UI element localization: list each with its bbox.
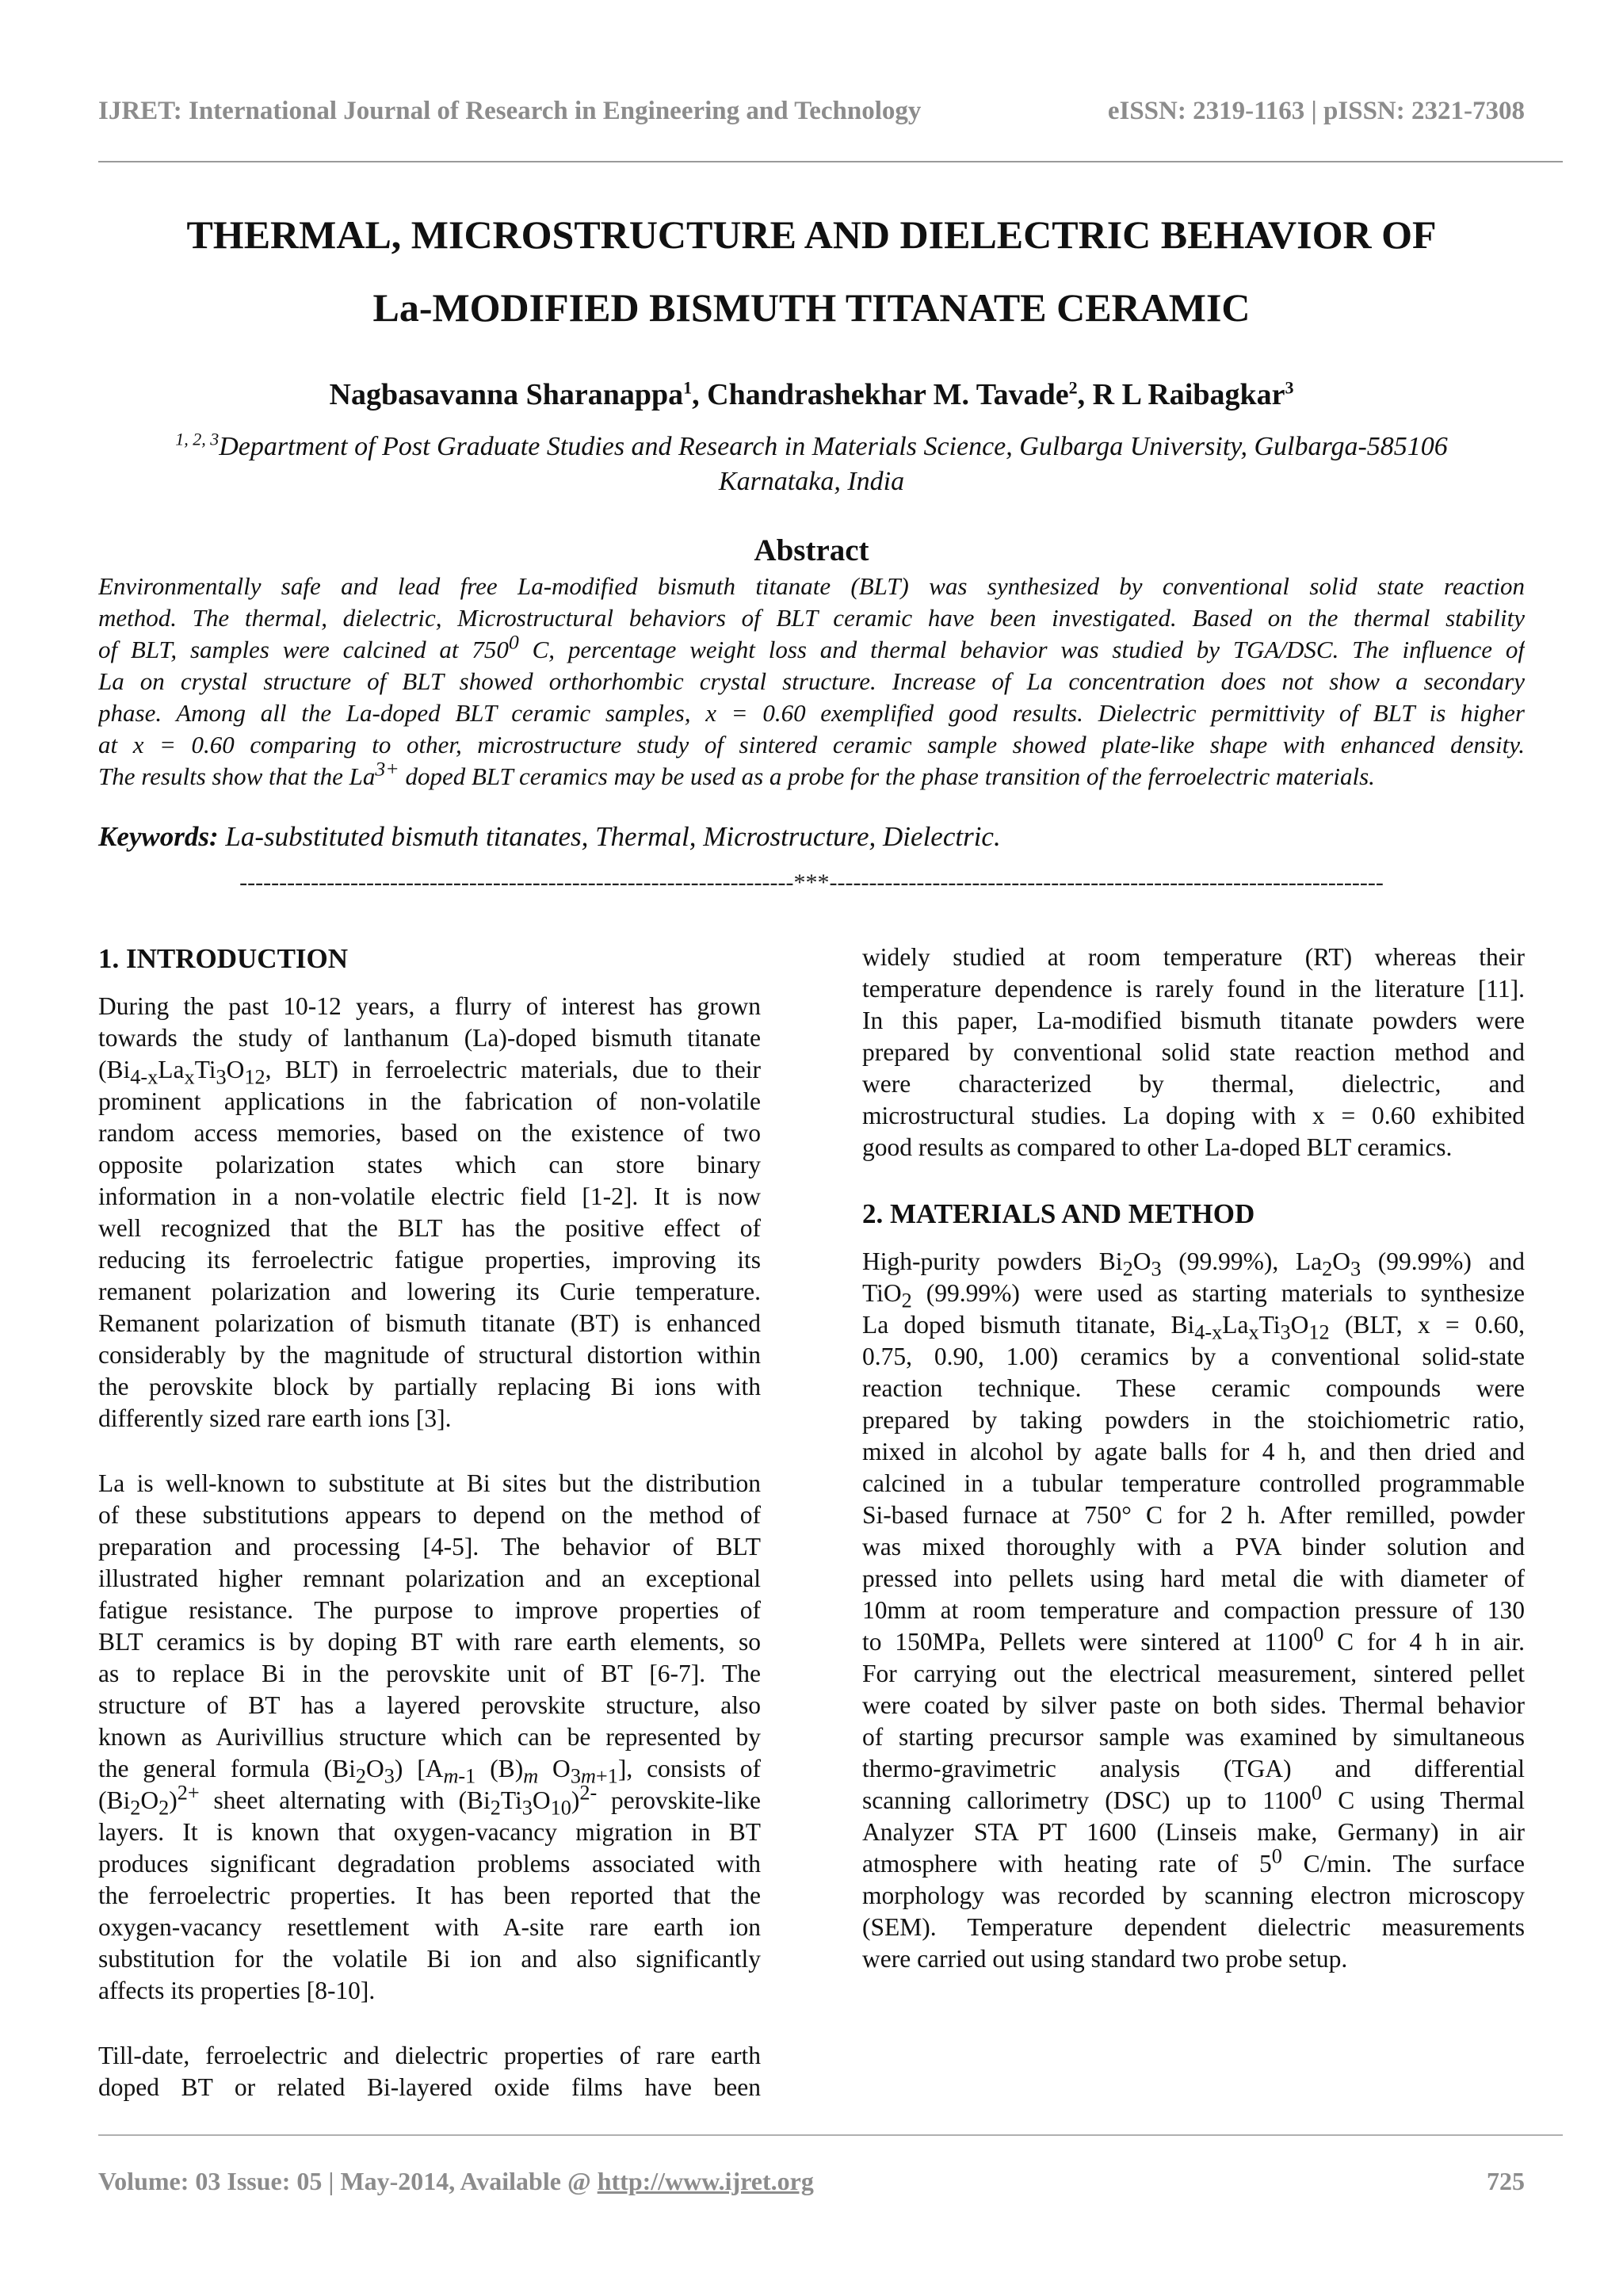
text-line: of starting precursor sample was examined by simultaneous [862, 1723, 1525, 1751]
journal-name: IJRET: International Journal of Research in Engineering and Technology [98, 97, 922, 125]
abstract-line: at x = 0.60 comparing to other, microstructure study of sintered ceramic sample showed plate-like shape with enhanced density. [98, 731, 1525, 758]
affiliation-marks: 1, 2, 3 [175, 429, 220, 449]
materials-paragraph-3 [862, 1880, 1525, 1975]
text-line: the perovskite block by partially replacing Bi ions with [98, 1373, 761, 1400]
author-1-affil: 1 [683, 377, 693, 398]
text-line: mixed in alcohol by agate balls for 4 h, and then dried and [862, 1438, 1525, 1465]
keywords-text: La-substituted bismuth titanates, Thermal, Microstructure, Dielectric. [218, 821, 1001, 852]
section-heading-materials: 2. MATERIALS AND METHOD [862, 1198, 1255, 1229]
text-line: the ferroelectric properties. It has been reported that the [98, 1881, 761, 1909]
text-line: Till-date, ferroelectric and dielectric properties of rare earth [98, 2042, 761, 2069]
text-line: doped BT or related Bi-layered oxide films have been [98, 2073, 761, 2101]
formula-line: $(Bi_2O_2)^{2+}$ sheet alternating with $(Bi_2Ti_3O_{10})^{2-}$ perovskite-like [98, 1785, 761, 1817]
author-3-affil: 3 [1285, 377, 1294, 398]
materials-line: scanning callorimetry (DSC) up to 1100$^0$ C using Thermal [862, 1785, 1525, 1814]
text-line: La is well-known to substitute at Bi sites but the distribution [98, 1469, 761, 1497]
affiliation [98, 430, 1525, 499]
intro-paragraph-2 [98, 1468, 761, 1753]
abstract-line: The results show that the $La^{3+}$ doped BLT ceramics may be used as a probe for the phase transition of the ferroelectric materials. [98, 761, 1375, 790]
text-line: remanent polarization and lowering its Curie temperature. [98, 1278, 761, 1305]
text-line: During the past 10-12 years, a flurry of interest has grown [98, 992, 761, 1020]
abstract-line: method. The thermal, dielectric, Microstructural behaviors of BLT ceramic have been investigated. Based on the thermal stability [98, 604, 1525, 632]
intro-paragraph-2-cont [98, 1817, 761, 2007]
text-line: prepared by conventional solid state reaction method and [862, 1038, 1525, 1066]
text-line: affects its properties [8-10]. [98, 1977, 376, 2004]
text-line: ($Bi_{4-x}La_xTi_3O_{12}$, BLT) in ferroelectric materials, due to their [98, 1056, 761, 1086]
text-line: 10mm at room temperature and compaction pressure of 130 [862, 1596, 1525, 1624]
text-line: (SEM). Temperature dependent dielectric measurements [862, 1913, 1525, 1941]
issn-info: eISSN: 2319-1163 | pISSN: 2321-7308 [1107, 97, 1525, 125]
materials-paragraph [862, 1341, 1525, 1626]
materials-paragraph-2 [862, 1658, 1525, 1785]
text-line: known as Aurivillius structure which can be represented by [98, 1723, 761, 1751]
materials-line: High-purity powders $Bi_2O_3$ (99.99%), $La_2O_3$ (99.99%) and [862, 1247, 1525, 1278]
text-line: information in a non-volatile electric field [1-2]. It is now [98, 1182, 761, 1210]
text-line: illustrated higher remnant polarization and an exceptional [98, 1564, 761, 1592]
section-heading-introduction: 1. INTRODUCTION [98, 943, 349, 974]
materials-line: La doped bismuth titanate, $Bi_{4-x}La_xTi_3O_{12}$ (BLT, x = 0.60, [862, 1311, 1525, 1341]
left-column [98, 942, 761, 2103]
text-line: microstructural studies. La doping with x = 0.60 exhibited [862, 1102, 1525, 1129]
intro-continuation [862, 942, 1525, 1163]
page-number: 725 [1487, 2167, 1525, 2195]
author-3: , R L Raibagkar [1077, 378, 1285, 411]
footer-rule [98, 2134, 1563, 2136]
text-line: oxygen-vacancy resettlement with A-site rare earth ion [98, 1913, 761, 1941]
keywords [98, 821, 1001, 853]
text-line: 0.75, 0.90, 1.00) ceramics by a conventional solid-state [862, 1343, 1525, 1370]
text-line: good results as compared to other La-doped BLT ceramics. [862, 1133, 1453, 1161]
author-list [79, 377, 1544, 412]
text-line: as to replace Bi in the perovskite unit of BT [6-7]. The [98, 1660, 761, 1687]
text-line: were carried out using standard two probe setup. [862, 1945, 1348, 1973]
footer-volume: Volume: 03 Issue: 05 | May-2014, Available @ http://www.ijret.org [98, 2167, 814, 2195]
text-line: substitution for the volatile Bi ion and also significantly [98, 1945, 761, 1973]
footer-link[interactable]: http://www.ijret.org [597, 2167, 814, 2195]
author-2-affil: 2 [1068, 377, 1078, 398]
text-line: widely studied at room temperature (RT) whereas their [862, 943, 1525, 971]
text-line: differently sized rare earth ions [3]. [98, 1404, 452, 1432]
author-1: Nagbasavanna Sharanappa [329, 378, 684, 411]
materials-line: TiO$_2$ (99.99%) were used as starting materials to synthesize [862, 1279, 1525, 1309]
text-line: well recognized that the BLT has the positive effect of [98, 1214, 761, 1242]
text-line: reducing its ferroelectric fatigue properties, improving its [98, 1246, 761, 1274]
text-line: morphology was recorded by scanning electron microscopy [862, 1881, 1525, 1909]
text-line: In this paper, La-modified bismuth titanate powders were [862, 1007, 1525, 1034]
author-2: , Chandrashekhar M. Tavade [692, 378, 1069, 411]
abstract-line: Environmentally safe and lead free La-modified bismuth titanate (BLT) was synthesized by conventional solid state reaction [98, 572, 1525, 600]
text-line: considerably by the magnitude of structural distortion within [98, 1341, 761, 1369]
text-line: was mixed thoroughly with a PVA binder solution and [862, 1533, 1525, 1561]
text-line: pressed into pellets using hard metal die with diameter of [862, 1564, 1525, 1592]
text-line: For carrying out the electrical measurement, sintered pellet [862, 1660, 1525, 1687]
text-line: produces significant degradation problems associated with [98, 1850, 761, 1878]
abstract-body [98, 571, 1525, 793]
text-line: towards the study of lanthanum (La)-doped bismuth titanate [98, 1024, 761, 1052]
intro-paragraph-1 [98, 991, 761, 1435]
text-line: fatigue resistance. The purpose to improve properties of [98, 1596, 761, 1624]
text-line: structure of BT has a layered perovskite structure, also [98, 1691, 761, 1719]
materials-line: atmosphere with heating rate of $5^0$ C/min. The surface [862, 1848, 1525, 1878]
text-line: were coated by silver paste on both sides. Thermal behavior [862, 1691, 1525, 1719]
formula-line: the general formula $(Bi_2O_3)$ [$A_{m-1}$ $(B)_m$ $O_{3m+1}$], consists of [98, 1755, 761, 1785]
text-line: prepared by taking powders in the stoichiometric ratio, [862, 1406, 1525, 1434]
paper-title [79, 198, 1544, 344]
materials-line: to 150MPa, Pellets were sintered at 1100$^0$ C for 4 h in air. [862, 1626, 1525, 1656]
text-line: preparation and processing [4-5]. The behavior of BLT [98, 1533, 761, 1561]
abstract-heading: Abstract [754, 533, 869, 567]
title-line-2: La-MODIFIED BISMUTH TITANATE CERAMIC [372, 285, 1251, 330]
text-line: prominent applications in the fabrication of non-volatile [98, 1087, 761, 1115]
text-line: calcined in a tubular temperature controlled programmable [862, 1469, 1525, 1497]
header-rule [98, 161, 1563, 162]
text-line: layers. It is known that oxygen-vacancy migration in BT [98, 1818, 761, 1846]
text-line: Si-based furnace at 750° C for 2 h. After remilled, powder [862, 1501, 1525, 1529]
affiliation-line-1: Department of Post Graduate Studies and Research in Materials Science, Gulbarga University, Gulbarga-585106 [219, 432, 1448, 461]
right-column [862, 942, 1525, 1975]
section-separator: ----------------------------------------------------------------------***---------------------------------------------------------------------- [239, 869, 1384, 896]
text-line: reaction technique. These ceramic compounds were [862, 1374, 1525, 1402]
text-line: temperature dependence is rarely found in the literature [11]. [862, 975, 1525, 1003]
intro-paragraph-3 [98, 2040, 761, 2103]
text-line: of these substitutions appears to depend on the method of [98, 1501, 761, 1529]
title-line-1: THERMAL, MICROSTRUCTURE AND DIELECTRIC BEHAVIOR OF [186, 212, 1437, 257]
abstract-line: phase. Among all the La-doped BLT ceramic samples, x = 0.60 exemplified good results. Dielectric permittivity of BLT is higher [98, 699, 1525, 727]
text-line: thermo-gravimetric analysis (TGA) and differential [862, 1755, 1525, 1782]
abstract-line: La on crystal structure of BLT showed orthorhombic crystal structure. Increase of La concentration does not show a secondary [98, 667, 1525, 695]
materials-line: Analyzer STA PT 1600 (Linseis make, Germany) in air [862, 1818, 1525, 1846]
text-line: were characterized by thermal, dielectric, and [862, 1070, 1525, 1098]
keywords-label: Keywords: [98, 821, 219, 852]
text-line: Remanent polarization of bismuth titanate (BT) is enhanced [98, 1309, 761, 1337]
affiliation-line-2: Karnataka, India [718, 467, 905, 496]
text-line: opposite polarization states which can store binary [98, 1151, 761, 1179]
text-line: BLT ceramics is by doping BT with rare earth elements, so [98, 1628, 761, 1656]
text-line: random access memories, based on the existence of two [98, 1119, 761, 1147]
abstract-line: of BLT, samples were calcined at $750^0$ C, percentage weight loss and thermal behavior was studied by TGA/DSC. The influence of [98, 634, 1525, 663]
